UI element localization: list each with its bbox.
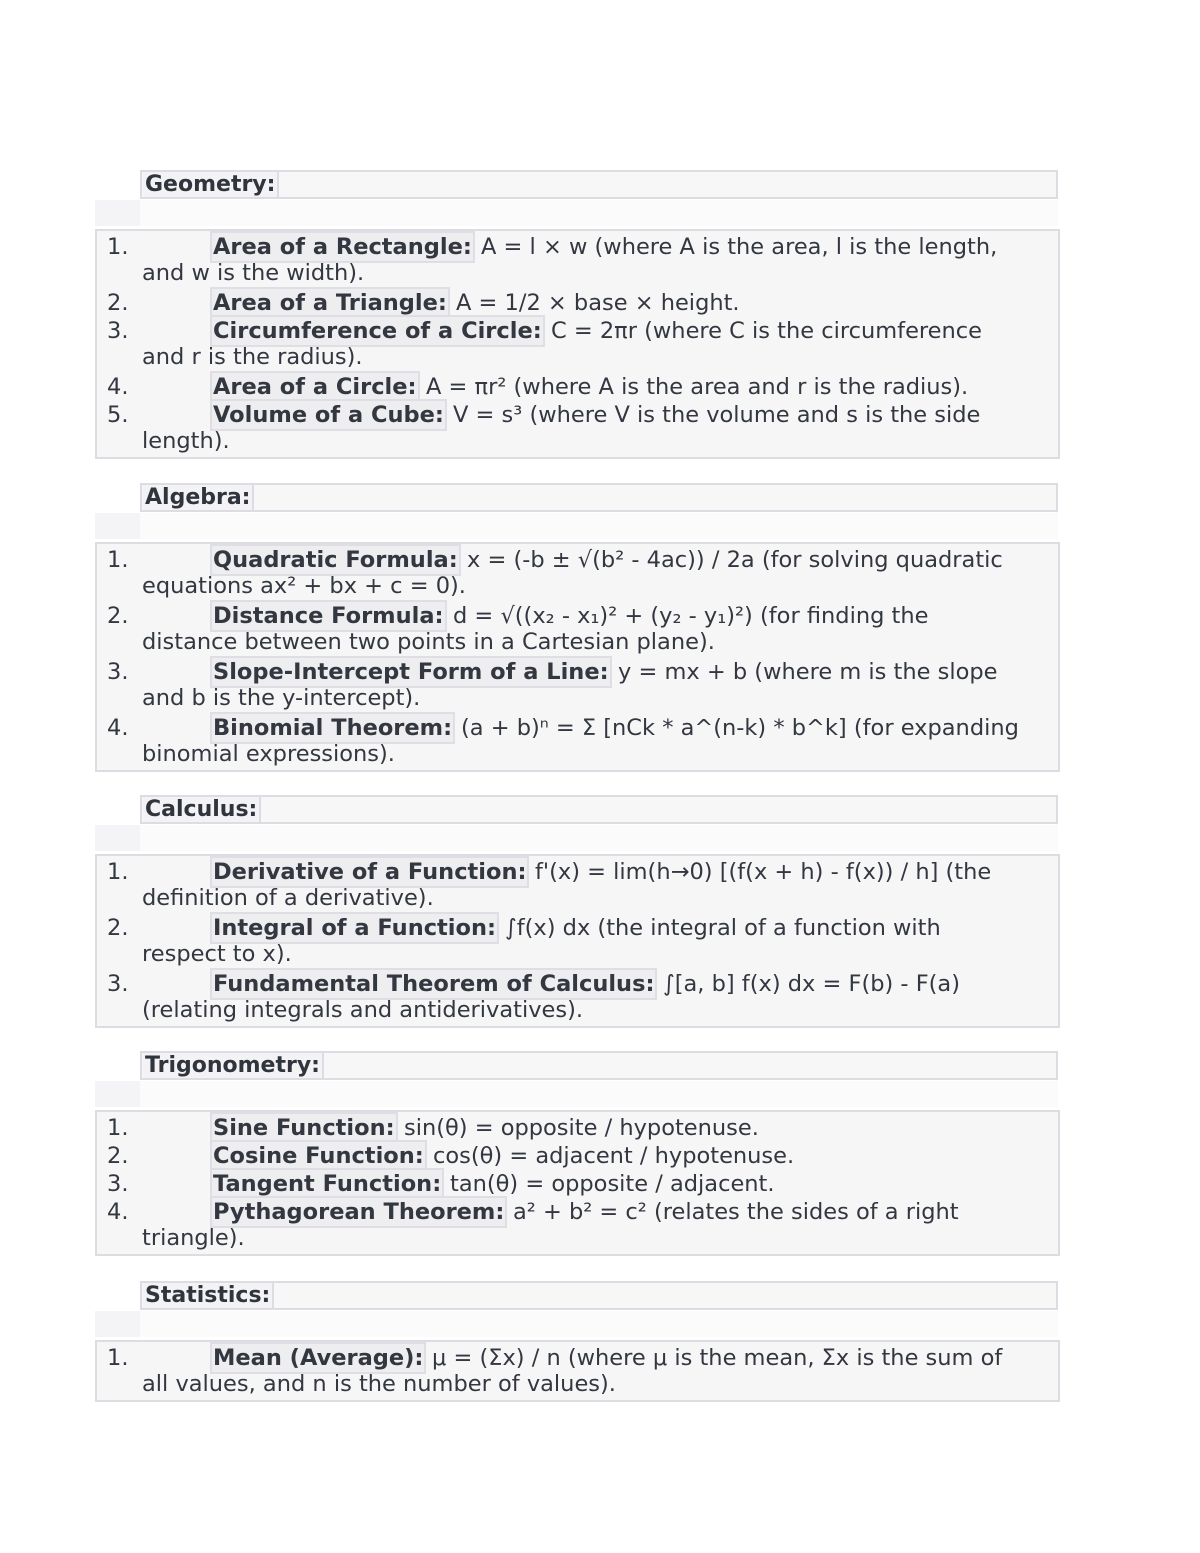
formula-continuation: all values, and n is the number of values).: [142, 1371, 616, 1397]
section-heading: [140, 483, 1058, 512]
formula-text: y = mx + b (where m is the slope: [618, 659, 998, 685]
formula-continuation: respect to x).: [142, 941, 292, 967]
formula-text: x = (-b ± √(b² - 4ac)) / 2a (for solving quadratic: [467, 547, 1003, 573]
section-title: Algebra:: [143, 485, 254, 510]
formula-list: [95, 542, 1060, 772]
formula-term: Derivative of a Function:: [213, 859, 527, 885]
formula-continuation: and b is the y-intercept).: [142, 685, 421, 711]
item-number: 4.: [107, 715, 129, 741]
formula-text: A = l × w (where A is the area, l is the length,: [481, 234, 998, 260]
formula-term: Volume of a Cube:: [213, 402, 444, 428]
section-spacer: [95, 200, 140, 226]
formula-term: Fundamental Theorem of Calculus:: [213, 971, 655, 997]
item-number: 1.: [107, 547, 129, 573]
section-spacer: [95, 825, 140, 851]
formula-term: Sine Function:: [213, 1115, 395, 1141]
formula-list: [95, 229, 1060, 459]
formula-continuation: distance between two points in a Cartesian plane).: [142, 629, 715, 655]
formula-text: C = 2πr (where C is the circumference: [551, 318, 982, 344]
section-heading: [140, 1051, 1058, 1080]
item-number: 2.: [107, 915, 129, 941]
formula-continuation: and w is the width).: [142, 260, 365, 286]
item-number: 4.: [107, 374, 129, 400]
formula-text: f'(x) = lim(h→0) [(f(x + h) - f(x)) / h] (the: [535, 859, 992, 885]
section-spacer: [140, 1311, 1058, 1337]
formula-text: A = πr² (where A is the area and r is the radius).: [426, 374, 969, 400]
formula-continuation: and r is the radius).: [142, 344, 363, 370]
section-spacer: [95, 1311, 140, 1337]
formula-text: cos(θ) = adjacent / hypotenuse.: [433, 1143, 795, 1169]
formula-text: (a + b)ⁿ = Σ [nCk * a^(n-k) * b^k] (for expanding: [461, 715, 1019, 741]
item-number: 3.: [107, 971, 129, 997]
formula-term: Quadratic Formula:: [213, 547, 458, 573]
section-spacer: [95, 1081, 140, 1107]
item-number: 3.: [107, 318, 129, 344]
item-number: 1.: [107, 234, 129, 260]
formula-term: Cosine Function:: [213, 1143, 424, 1169]
formula-list: [95, 1340, 1060, 1402]
formula-continuation: binomial expressions).: [142, 741, 395, 767]
item-number: 1.: [107, 1345, 129, 1371]
formula-text: ∫[a, b] f(x) dx = F(b) - F(a): [663, 971, 960, 997]
formula-term: Binomial Theorem:: [213, 715, 453, 741]
formula-term: Area of a Rectangle:: [213, 234, 472, 260]
formula-list: [95, 854, 1060, 1028]
item-number: 2.: [107, 290, 129, 316]
section-heading: [140, 1281, 1058, 1310]
section-title: Calculus:: [143, 797, 261, 822]
item-number: 1.: [107, 1115, 129, 1141]
item-number: 2.: [107, 603, 129, 629]
formula-text: ∫f(x) dx (the integral of a function with: [505, 915, 941, 941]
item-number: 5.: [107, 402, 129, 428]
formula-term: Distance Formula:: [213, 603, 444, 629]
section-spacer: [140, 1081, 1058, 1107]
item-number: 2.: [107, 1143, 129, 1169]
item-number: 1.: [107, 859, 129, 885]
formula-term: Circumference of a Circle:: [213, 318, 542, 344]
item-number: 4.: [107, 1199, 129, 1225]
section-spacer: [140, 200, 1058, 226]
item-number: 3.: [107, 1171, 129, 1197]
formula-continuation: equations ax² + bx + c = 0).: [142, 573, 466, 599]
formula-text: sin(θ) = opposite / hypotenuse.: [404, 1115, 759, 1141]
section-title: Geometry:: [143, 172, 279, 197]
section-title: Trigonometry:: [143, 1053, 324, 1078]
formula-term: Area of a Triangle:: [213, 290, 447, 316]
section-heading: [140, 170, 1058, 199]
formula-term: Mean (Average):: [213, 1345, 424, 1371]
formula-list: [95, 1110, 1060, 1256]
formula-text: a² + b² = c² (relates the sides of a right: [513, 1199, 959, 1225]
formula-term: Area of a Circle:: [213, 374, 417, 400]
formula-text: tan(θ) = opposite / adjacent.: [450, 1171, 775, 1197]
formula-text: A = 1/2 × base × height.: [456, 290, 740, 316]
formula-continuation: definition of a derivative).: [142, 885, 434, 911]
formula-continuation: length).: [142, 428, 230, 454]
formula-term: Pythagorean Theorem:: [213, 1199, 505, 1225]
formula-term: Integral of a Function:: [213, 915, 496, 941]
section-spacer: [95, 513, 140, 539]
section-heading: [140, 795, 1058, 824]
section-title: Statistics:: [143, 1283, 274, 1308]
formula-continuation: (relating integrals and antiderivatives).: [142, 997, 584, 1023]
formula-text: V = s³ (where V is the volume and s is the side: [453, 402, 981, 428]
formula-text: μ = (Σx) / n (where μ is the mean, Σx is the sum of: [432, 1345, 1003, 1371]
formula-term: Tangent Function:: [213, 1171, 442, 1197]
formula-continuation: triangle).: [142, 1225, 245, 1251]
section-spacer: [140, 825, 1058, 851]
formula-term: Slope-Intercept Form of a Line:: [213, 659, 609, 685]
formula-text: d = √((x₂ - x₁)² + (y₂ - y₁)²) (for finding the: [453, 603, 929, 629]
section-spacer: [140, 513, 1058, 539]
item-number: 3.: [107, 659, 129, 685]
